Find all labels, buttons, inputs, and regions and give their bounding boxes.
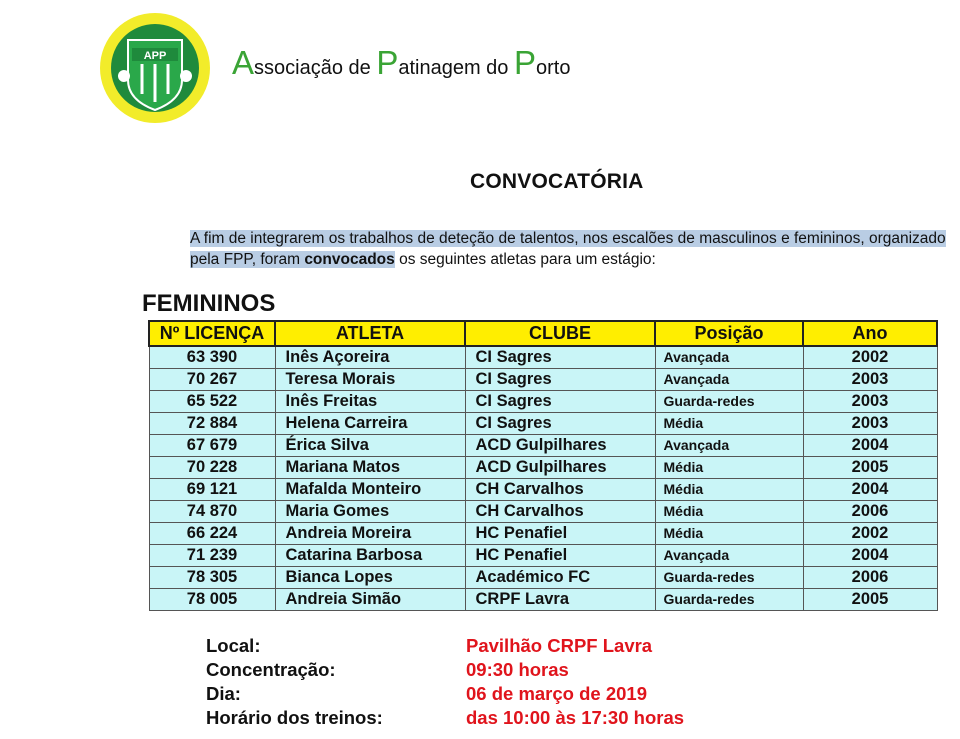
cell-license: 70 228 <box>149 457 275 479</box>
detail-label: Local: <box>206 635 261 656</box>
cell-year: 2004 <box>803 435 937 457</box>
cell-club: CI Sagres <box>465 413 655 435</box>
cell-club: CI Sagres <box>465 346 655 369</box>
cell-year: 2004 <box>803 545 937 567</box>
cell-club: CRPF Lavra <box>465 589 655 611</box>
detail-value: 09:30 horas <box>466 659 569 680</box>
cell-position: Avançada <box>655 346 803 369</box>
cell-year: 2005 <box>803 457 937 479</box>
cell-year: 2002 <box>803 523 937 545</box>
app-logo <box>98 10 212 126</box>
cell-position: Média <box>655 479 803 501</box>
cell-position: Média <box>655 523 803 545</box>
cell-position: Média <box>655 413 803 435</box>
cell-club: HC Penafiel <box>465 545 655 567</box>
table-row <box>149 501 937 523</box>
document-title: CONVOCATÓRIA <box>470 170 644 193</box>
detail-value: 06 de março de 2019 <box>466 683 647 704</box>
detail-label: Horário dos treinos: <box>206 707 383 728</box>
cell-club: ACD Gulpilhares <box>465 435 655 457</box>
cell-athlete: Bianca Lopes <box>275 567 465 589</box>
cell-athlete: Andreia Simão <box>275 589 465 611</box>
cell-year: 2006 <box>803 501 937 523</box>
cell-position: Guarda-redes <box>655 589 803 611</box>
cell-club: Académico FC <box>465 567 655 589</box>
table-body <box>149 346 937 611</box>
detail-label: Concentração: <box>206 659 336 680</box>
cell-year: 2005 <box>803 589 937 611</box>
cell-license: 69 121 <box>149 479 275 501</box>
cell-club: CI Sagres <box>465 369 655 391</box>
table-row <box>149 545 937 567</box>
cell-athlete: Érica Silva <box>275 435 465 457</box>
cell-position: Avançada <box>655 369 803 391</box>
section-title: FEMININOS <box>142 290 276 317</box>
intro-text-bold: convocados <box>304 251 395 268</box>
cell-year: 2004 <box>803 479 937 501</box>
org-name-cap-2: P <box>376 44 399 81</box>
header-club: CLUBE <box>465 321 655 346</box>
cell-athlete: Inês Freitas <box>275 391 465 413</box>
detail-row-schedule <box>206 706 685 730</box>
cell-license: 63 390 <box>149 346 275 369</box>
cell-year: 2006 <box>803 567 937 589</box>
cell-athlete: Catarina Barbosa <box>275 545 465 567</box>
table-row <box>149 369 937 391</box>
table-row <box>149 589 937 611</box>
cell-license: 65 522 <box>149 391 275 413</box>
cell-club: ACD Gulpilhares <box>465 457 655 479</box>
cell-license: 66 224 <box>149 523 275 545</box>
header-year: Ano <box>803 321 937 346</box>
intro-text-part-1: A fim de integrarem os trabalhos de deteção de talentos, nos escalões de masculinos e femininos, organizado pela FPP, foram <box>190 230 946 268</box>
cell-position: Média <box>655 501 803 523</box>
svg-text:APP: APP <box>143 50 167 62</box>
org-name-cap-3: P <box>513 44 536 81</box>
organization-name <box>232 46 570 80</box>
cell-license: 72 884 <box>149 413 275 435</box>
header-athlete: ATLETA <box>275 321 465 346</box>
detail-value: das 10:00 às 17:30 horas <box>466 707 685 728</box>
cell-athlete: Inês Açoreira <box>275 346 465 369</box>
cell-license: 78 005 <box>149 589 275 611</box>
table-row <box>149 391 937 413</box>
header-license: Nº LICENÇA <box>149 321 275 346</box>
cell-club: CH Carvalhos <box>465 501 655 523</box>
org-name-rest-3: orto <box>535 57 571 79</box>
cell-club: CI Sagres <box>465 391 655 413</box>
cell-license: 74 870 <box>149 501 275 523</box>
table-row <box>149 523 937 545</box>
cell-year: 2003 <box>803 369 937 391</box>
intro-paragraph <box>190 228 946 270</box>
detail-value: Pavilhão CRPF Lavra <box>466 635 653 656</box>
org-name-rest-1: ssociação de <box>254 57 377 79</box>
cell-year: 2003 <box>803 391 937 413</box>
cell-position: Guarda-redes <box>655 391 803 413</box>
cell-athlete: Teresa Morais <box>275 369 465 391</box>
cell-club: HC Penafiel <box>465 523 655 545</box>
cell-athlete: Mariana Matos <box>275 457 465 479</box>
header-position: Posição <box>655 321 803 346</box>
table-row <box>149 346 937 369</box>
table-row <box>149 457 937 479</box>
org-name-rest-2: atinagem do <box>398 57 514 79</box>
cell-athlete: Andreia Moreira <box>275 523 465 545</box>
cell-position: Avançada <box>655 435 803 457</box>
cell-club: CH Carvalhos <box>465 479 655 501</box>
detail-row-gathering <box>206 658 569 682</box>
org-name-cap-1: A <box>232 44 255 81</box>
table-row <box>149 567 937 589</box>
detail-label: Dia: <box>206 683 241 704</box>
detail-row-location <box>206 634 653 658</box>
cell-license: 78 305 <box>149 567 275 589</box>
athletes-table <box>148 320 938 611</box>
cell-position: Avançada <box>655 545 803 567</box>
cell-athlete: Maria Gomes <box>275 501 465 523</box>
intro-text-part-2: os seguintes atletas para um estágio: <box>394 251 656 268</box>
cell-license: 71 239 <box>149 545 275 567</box>
cell-license: 67 679 <box>149 435 275 457</box>
table-header-row <box>149 321 937 346</box>
table-row <box>149 479 937 501</box>
table-row <box>149 413 937 435</box>
cell-athlete: Helena Carreira <box>275 413 465 435</box>
cell-year: 2003 <box>803 413 937 435</box>
cell-position: Média <box>655 457 803 479</box>
cell-year: 2002 <box>803 346 937 369</box>
detail-row-day <box>206 682 647 706</box>
table-row <box>149 435 937 457</box>
cell-license: 70 267 <box>149 369 275 391</box>
cell-position: Guarda-redes <box>655 567 803 589</box>
cell-athlete: Mafalda Monteiro <box>275 479 465 501</box>
event-details <box>206 634 685 730</box>
